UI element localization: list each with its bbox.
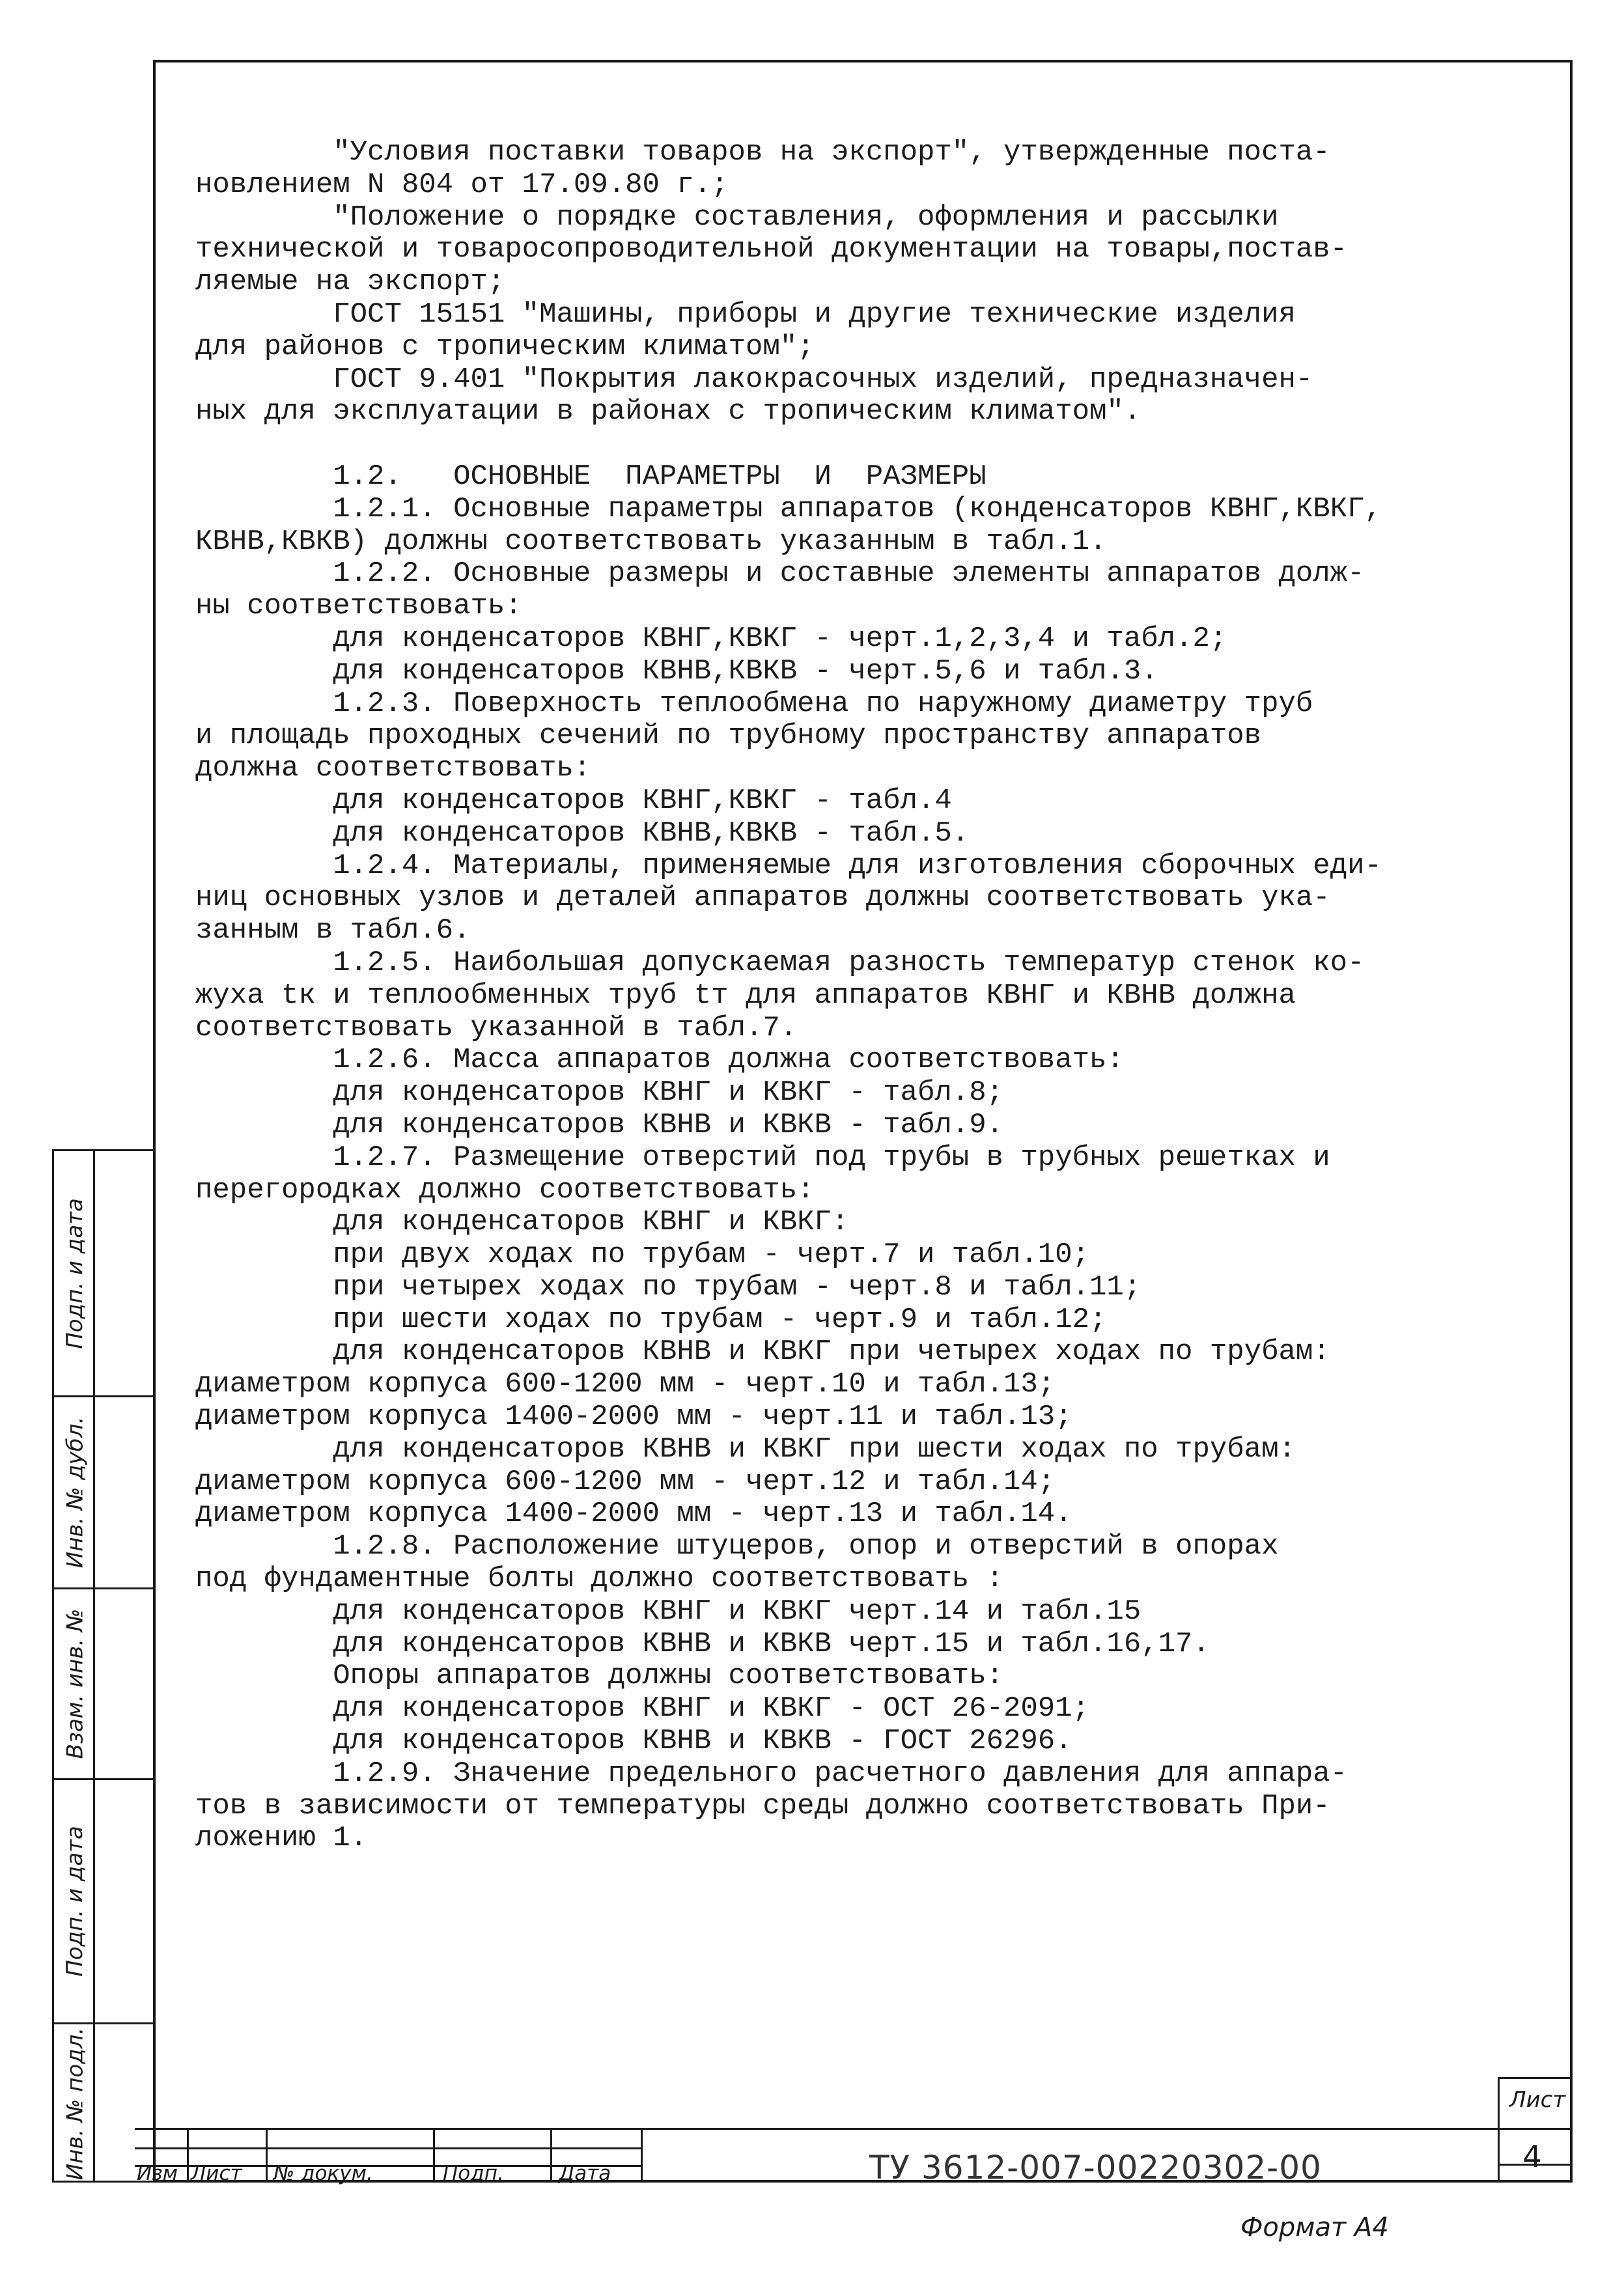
text-line: для конденсаторов КВНВ и КВКГ при четырех ходах по трубам: — [195, 1335, 1330, 1369]
text-line: диаметром корпуса 1400-2000 мм - черт.11 и табл.13; — [195, 1401, 1072, 1434]
side-cell-podp-data-bottom — [61, 1780, 89, 2022]
text-line: занным в табл.6. — [195, 914, 471, 947]
side-label-inv-podl: Инв. № подл. — [62, 2027, 89, 2180]
text-line: "Положение о порядке составления, оформления и рассылки — [195, 201, 1279, 234]
stamp-hline-top — [153, 2128, 1573, 2130]
text-line: технической и товаросопроводительной документации на товары,постав- — [195, 233, 1348, 266]
text-line: 1.2. ОСНОВНЫЕ ПАРАМЕТРЫ И РАЗМЕРЫ — [195, 460, 987, 493]
text-line: ных для эксплуатации в районах с тропическим климатом". — [195, 395, 1141, 428]
text-line: жуха tк и теплообменных труб tт для аппаратов КВНГ и КВНВ должна — [195, 979, 1296, 1012]
text-line: новлением N 804 от 17.09.80 г.; — [195, 168, 729, 201]
text-line — [195, 428, 1563, 461]
text-line: "Условия поставки товаров на экспорт", утвержденные поста- — [195, 136, 1330, 169]
text-line: тов в зависимости от температуры среды должно соответствовать При- — [195, 1789, 1330, 1822]
text-line: при двух ходах по трубам - черт.7 и табл.10; — [195, 1238, 1090, 1272]
side-stamp-divider — [93, 1151, 95, 2181]
side-stamp — [52, 1149, 153, 2183]
side-cell-podp-data-top — [61, 1151, 89, 1395]
side-label-podp-data-bottom: Подп. и дата — [62, 1826, 89, 1977]
text-line: для конденсаторов КВНВ и КВКГ при шести ходах по трубам: — [195, 1432, 1296, 1466]
text-line: 1.2.9. Значение предельного расчетного давления для аппара- — [195, 1757, 1348, 1790]
text-line: диаметром корпуса 1400-2000 мм - черт.13 и табл.14. — [195, 1498, 1072, 1531]
text-line: 1.2.5. Наибольшая допускаемая разность температур стенок ко- — [195, 946, 1365, 979]
side-label-inv-dubl: Инв. № дубл. — [62, 1416, 88, 1569]
text-line: для конденсаторов КВНГ и КВКГ: — [195, 1206, 849, 1239]
text-line: для районов с тропическим климатом"; — [195, 330, 815, 363]
sheet-label: Лист — [1509, 2087, 1566, 2113]
text-line: КВНВ,КВКВ) должны соответствовать указанным в табл.1. — [195, 525, 1107, 558]
side-cell-inv-podl — [61, 2024, 89, 2183]
text-line: ны соответствовать: — [195, 590, 522, 623]
text-line: ГОСТ 9.401 "Покрытия лакокрасочных изделий, предназначен- — [195, 363, 1313, 396]
text-line: 1.2.6. Масса аппаратов должна соответствовать: — [195, 1044, 1124, 1077]
stamp-vline — [187, 2128, 189, 2183]
text-line: перегородках должно соответствовать: — [195, 1173, 815, 1207]
stamp-vline — [550, 2128, 552, 2183]
text-line: соответствовать указанной в табл.7. — [195, 1011, 798, 1044]
text-line: для конденсаторов КВНГ и КВКГ - табл.8; — [195, 1076, 1004, 1110]
text-line: 1.2.1. Основные параметры аппаратов (конденсаторов КВНГ,КВКГ, — [195, 492, 1382, 525]
text-line: Опоры аппаратов должны соответствовать: — [195, 1660, 1004, 1693]
text-line: 1.2.3. Поверхность теплообмена по наружному диаметру труб — [195, 687, 1313, 720]
stamp-col-doc: № докум. — [273, 2162, 373, 2185]
text-line: ГОСТ 15151 "Машины, приборы и другие технические изделия — [195, 298, 1296, 331]
text-line: для конденсаторов КВНГ,КВКГ - табл.4 — [195, 784, 952, 817]
text-line: 1.2.4. Материалы, применяемые для изготовления сборочных еди- — [195, 849, 1382, 882]
side-cell-inv-dubl — [61, 1397, 89, 1587]
side-label-podp-data-top: Подп. и дата — [62, 1197, 89, 1349]
body-text — [195, 137, 1563, 1855]
text-line: для конденсаторов КВНВ и КВКВ черт.15 и табл.16,17. — [195, 1627, 1210, 1660]
text-line: для конденсаторов КВНВ,КВКВ - черт.5,6 и табл.3. — [195, 654, 1158, 688]
stamp-hline — [1498, 2128, 1573, 2130]
text-line: 1.2.7. Размещение отверстий под трубы в трубных решетках и — [195, 1141, 1330, 1174]
document-number: ТУ 3612-007-00220302-00 — [869, 2149, 1322, 2186]
text-line: под фундаментные болты должно соответствовать : — [195, 1563, 1004, 1596]
text-line: для конденсаторов КВНВ и КВКВ - ГОСТ 26296. — [195, 1725, 1072, 1758]
text-line: для конденсаторов КВНГ и КВКГ - ОСТ 26-2091; — [195, 1692, 1090, 1725]
stamp-col-data: Дата — [559, 2162, 611, 2185]
text-line: диаметром корпуса 600-1200 мм - черт.12 и табл.14; — [195, 1465, 1056, 1498]
stamp-vline — [266, 2128, 268, 2183]
text-line: ляемые на экспорт; — [195, 266, 505, 299]
stamp-col-podp: Подп. — [443, 2162, 504, 2185]
format-label: Формат А4 — [1240, 2213, 1389, 2242]
text-line: диаметром корпуса 600-1200 мм - черт.10 и табл.13; — [195, 1368, 1056, 1401]
stamp-vline — [641, 2128, 643, 2183]
text-line: для конденсаторов КВНГ и КВКГ черт.14 и табл.15 — [195, 1595, 1141, 1628]
side-cell-vzam-inv — [61, 1589, 89, 1778]
side-label-vzam-inv: Взам. инв. № — [62, 1608, 89, 1759]
text-line: для конденсаторов КВНГ,КВКГ - черт.1,2,3,4 и табл.2; — [195, 622, 1227, 655]
text-line: ложению 1. — [195, 1822, 368, 1855]
text-line: и площадь проходных сечений по трубному пространству аппаратов — [195, 719, 1262, 753]
text-line: при четырех ходах по трубам - черт.8 и табл.11; — [195, 1270, 1141, 1304]
text-line: должна соответствовать: — [195, 752, 591, 785]
text-line: для конденсаторов КВНВ,КВКВ - табл.5. — [195, 817, 970, 850]
text-line: для конденсаторов КВНВ и КВКВ - табл.9. — [195, 1108, 1004, 1141]
sheet-number: 4 — [1522, 2139, 1542, 2174]
text-line: при шести ходах по трубам - черт.9 и табл.12; — [195, 1303, 1107, 1336]
stamp-vline — [433, 2128, 435, 2183]
stamp-col-izm: Изм — [137, 2162, 178, 2185]
stamp-hline — [135, 2147, 643, 2149]
text-line: 1.2.8. Расположение штуцеров, опор и отверстий в опорах — [195, 1530, 1279, 1563]
text-line: ниц основных узлов и деталей аппаратов должны соответствовать ука- — [195, 882, 1330, 915]
stamp-col-list: Лист — [191, 2162, 242, 2185]
stamp-vline — [1498, 2077, 1500, 2183]
stamp-hline — [1498, 2077, 1573, 2079]
text-line: 1.2.2. Основные размеры и составные элементы аппаратов долж- — [195, 557, 1365, 591]
